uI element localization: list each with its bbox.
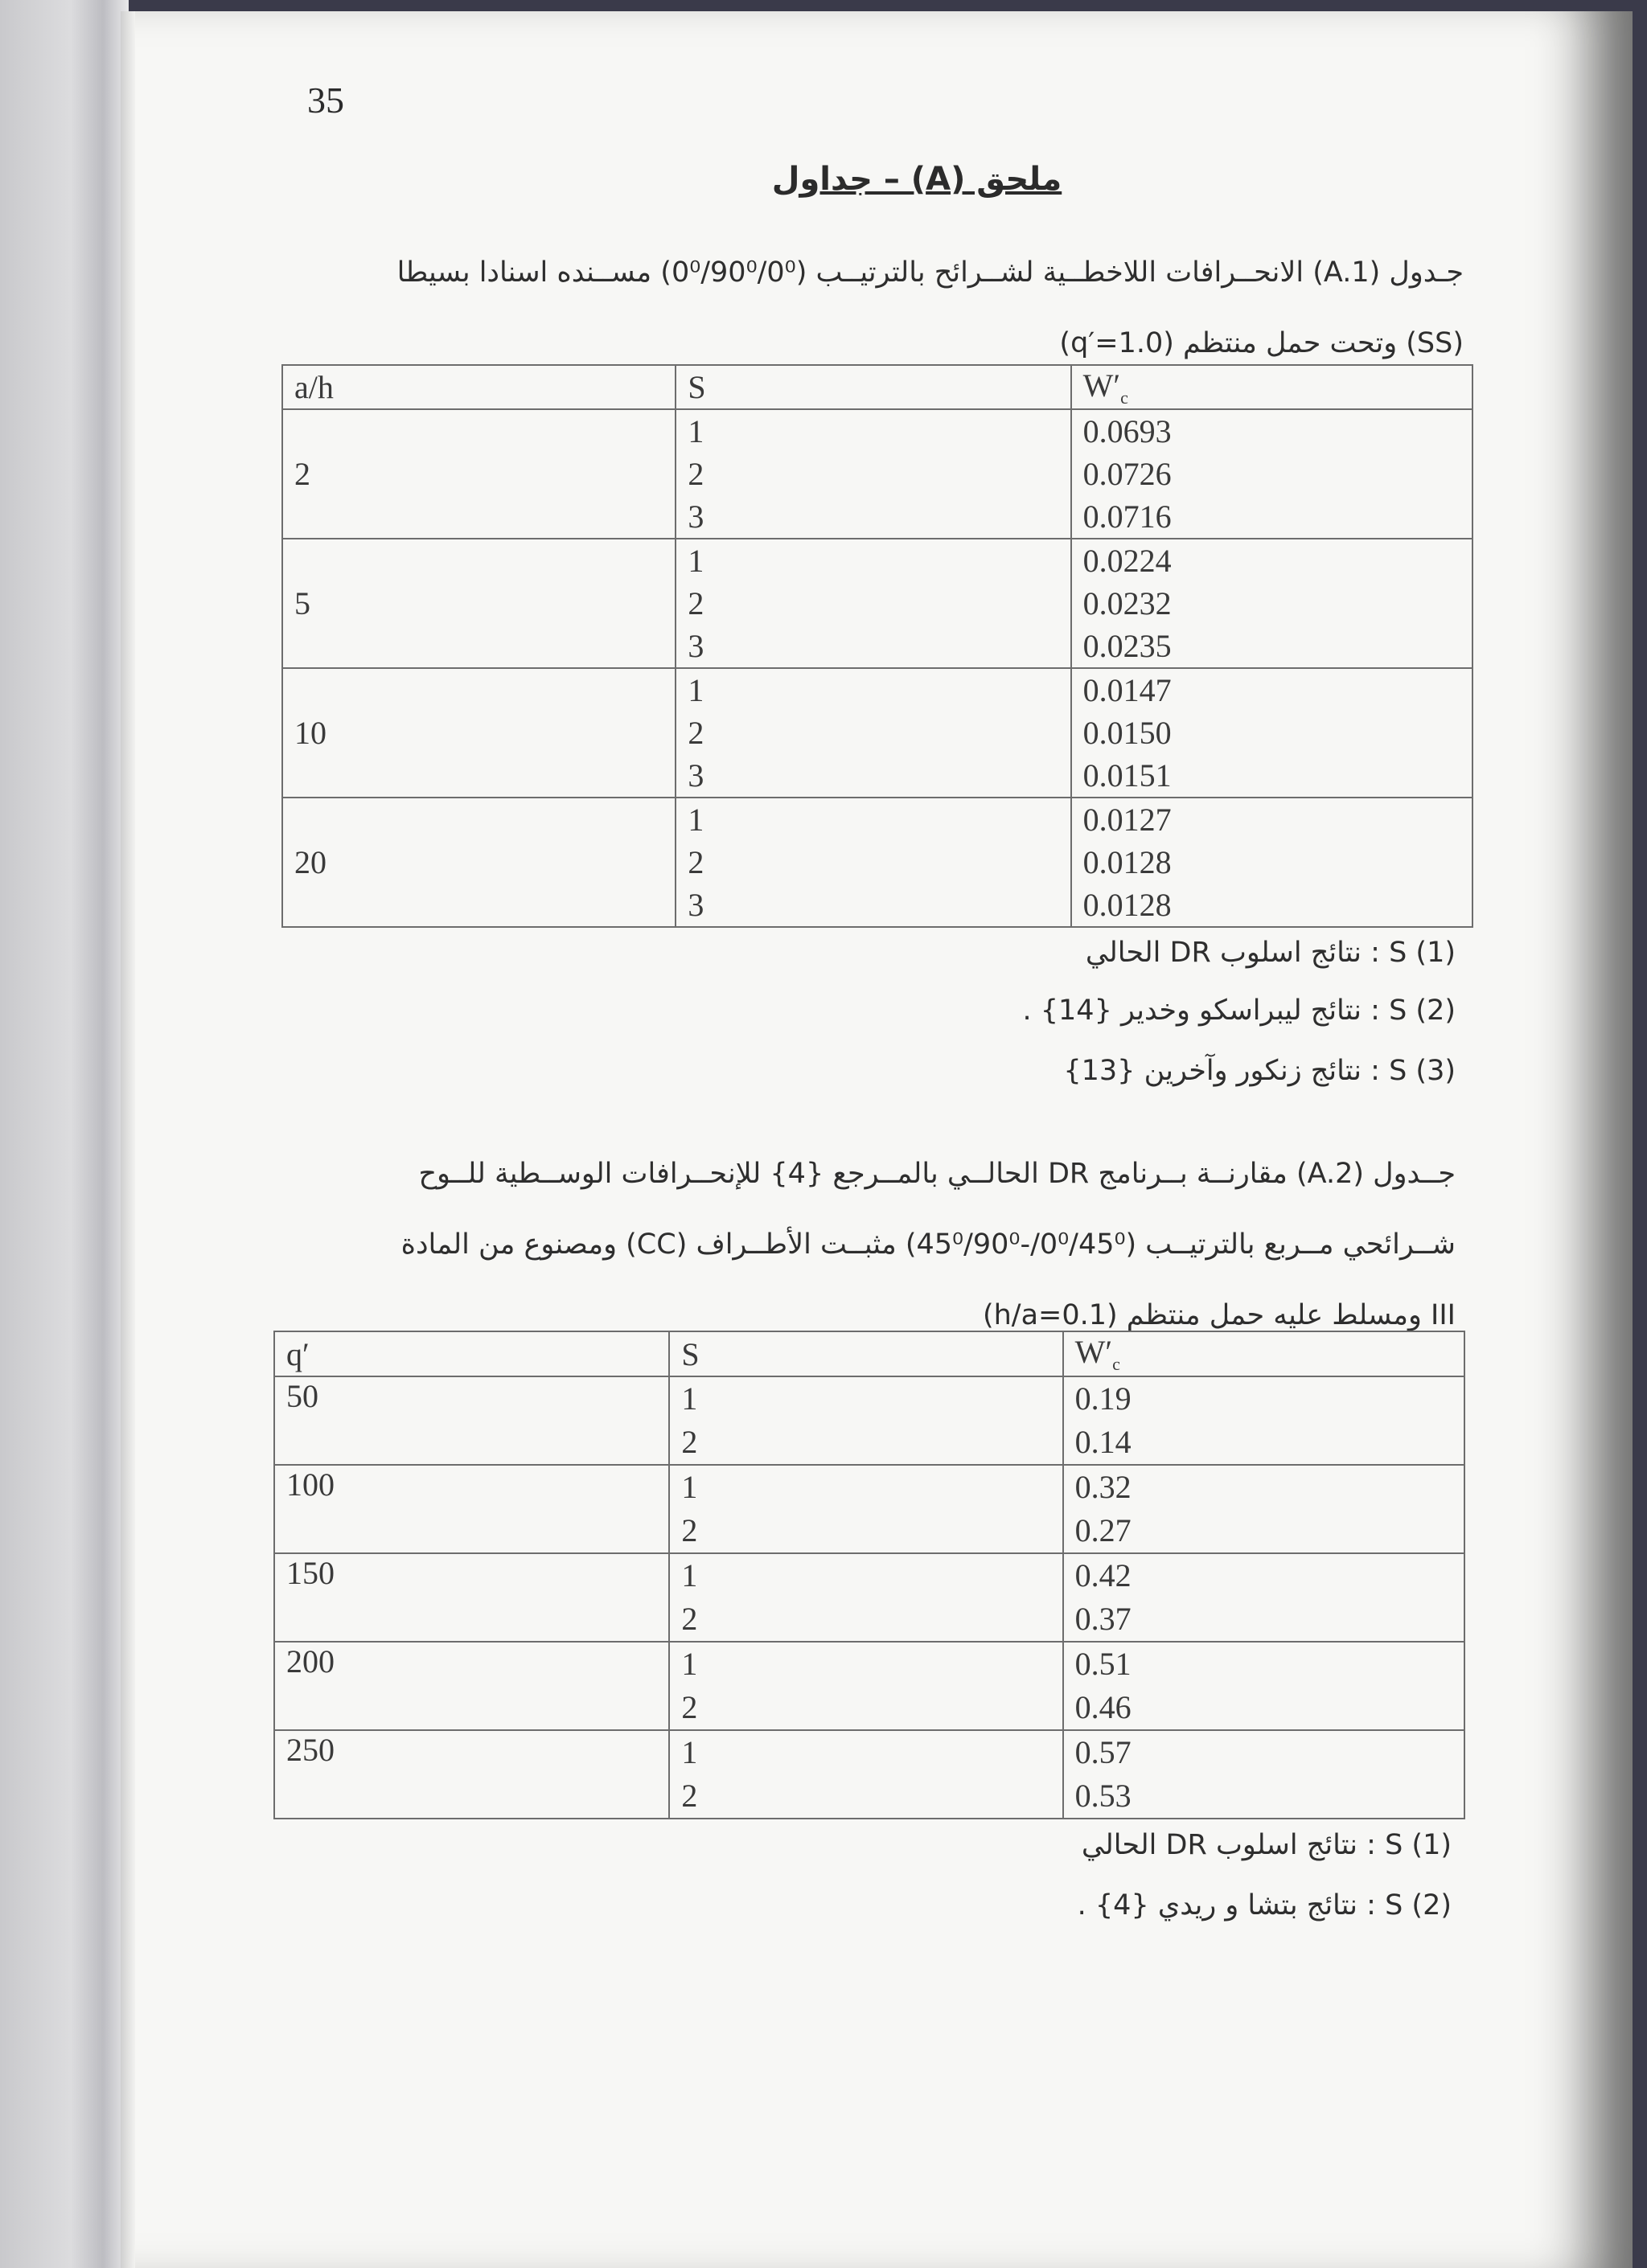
appendix-title: ملحق (A) – جداول bbox=[771, 161, 1062, 198]
s-cell: 1 2 bbox=[669, 1730, 1062, 1819]
w-cell: 0.0147 0.0150 0.0151 bbox=[1071, 668, 1472, 798]
table-row bbox=[282, 798, 1472, 927]
q-cell: 150 bbox=[274, 1553, 669, 1642]
table1-note-3: S (3) : نتائج زنكور وآخرين {13} bbox=[1063, 1055, 1456, 1087]
table-row bbox=[282, 539, 1472, 668]
header-cell: $W'_c$ bbox=[1063, 1331, 1464, 1376]
table-row bbox=[274, 1642, 1464, 1730]
ah-cell: 2 bbox=[282, 409, 676, 539]
table-header-row bbox=[274, 1331, 1464, 1376]
header-cell: S bbox=[676, 365, 1070, 409]
table2-caption-line2: شــرائحي مــربع بالترتيــب (0⁰/45⁰/-45⁰/90⁰) مثبــت الأطــراف (CC) ومصنوع من المادة bbox=[400, 1228, 1456, 1261]
q-cell: 250 bbox=[274, 1730, 669, 1819]
header-cell: $W'_c$ bbox=[1071, 365, 1472, 409]
ah-cell: 5 bbox=[282, 539, 676, 668]
header-cell: a/h bbox=[282, 365, 676, 409]
book-left-pages bbox=[0, 0, 129, 2268]
q-cell: 200 bbox=[274, 1642, 669, 1730]
table-row bbox=[274, 1465, 1464, 1553]
ah-cell: 20 bbox=[282, 798, 676, 927]
w-cell: 0.51 0.46 bbox=[1063, 1642, 1464, 1730]
s-cell: 1 2 3 bbox=[676, 668, 1070, 798]
s-cell: 1 2 bbox=[669, 1376, 1062, 1465]
w-cell: 0.42 0.37 bbox=[1063, 1553, 1464, 1642]
w-cell: 0.57 0.53 bbox=[1063, 1730, 1464, 1819]
table-row bbox=[282, 409, 1472, 539]
table2-note-2: S (2) : نتائج بتشا و ريدي {4} . bbox=[1077, 1889, 1452, 1921]
q-cell: 100 bbox=[274, 1465, 669, 1553]
table-row bbox=[274, 1376, 1464, 1465]
header-cell: S bbox=[669, 1331, 1062, 1376]
table-row bbox=[274, 1553, 1464, 1642]
w-cell: 0.19 0.14 bbox=[1063, 1376, 1464, 1465]
table1-note-1: S (1) : نتائج اسلوب DR الحالي bbox=[1085, 937, 1456, 969]
s-cell: 1 2 bbox=[669, 1642, 1062, 1730]
table-header-row bbox=[282, 365, 1472, 409]
w-cell: 0.0127 0.0128 0.0128 bbox=[1071, 798, 1472, 927]
table1-note-2: S (2) : نتائج ليبراسكو وخدير {14} . bbox=[1022, 995, 1456, 1027]
table2-caption-line3: III ومسلط عليه حمل منتظم (h/a=0.1) bbox=[982, 1299, 1456, 1331]
w-cell: 0.0693 0.0726 0.0716 bbox=[1071, 409, 1472, 539]
table-row bbox=[282, 668, 1472, 798]
table-row bbox=[274, 1730, 1464, 1819]
ah-cell: 10 bbox=[282, 668, 676, 798]
s-cell: 1 2 3 bbox=[676, 539, 1070, 668]
w-cell: 0.32 0.27 bbox=[1063, 1465, 1464, 1553]
q-cell: 50 bbox=[274, 1376, 669, 1465]
table1-caption bbox=[298, 237, 1464, 379]
s-cell: 1 2 bbox=[669, 1465, 1062, 1553]
table1-caption-line1: جـدول (A.1) الانحــرافات اللاخطــية لشــرائح بالترتيــب (0⁰/90⁰/0⁰) مســنده اسنادا بسيطا bbox=[396, 256, 1464, 289]
table1-caption-line2: (SS) وتحت حمل منتظم (q′=1.0) bbox=[1059, 327, 1464, 359]
table2-caption bbox=[298, 1138, 1456, 1351]
table-a2 bbox=[273, 1331, 1465, 1819]
table-a1 bbox=[281, 364, 1473, 928]
s-cell: 1 2 3 bbox=[676, 409, 1070, 539]
header-cell: q′ bbox=[274, 1331, 669, 1376]
table2-note-1: S (1) : نتائج اسلوب DR الحالي bbox=[1081, 1829, 1452, 1861]
w-cell: 0.0224 0.0232 0.0235 bbox=[1071, 539, 1472, 668]
page-gutter bbox=[121, 11, 135, 2268]
table2-caption-line1: جــدول (A.2) مقارنــة بــرنامج DR الحالــي بالمــرجع {4} للإنحــرافات الوســطية للــوح bbox=[418, 1158, 1456, 1190]
s-cell: 1 2 3 bbox=[676, 798, 1070, 927]
page-number: 35 bbox=[307, 80, 344, 121]
s-cell: 1 2 bbox=[669, 1553, 1062, 1642]
